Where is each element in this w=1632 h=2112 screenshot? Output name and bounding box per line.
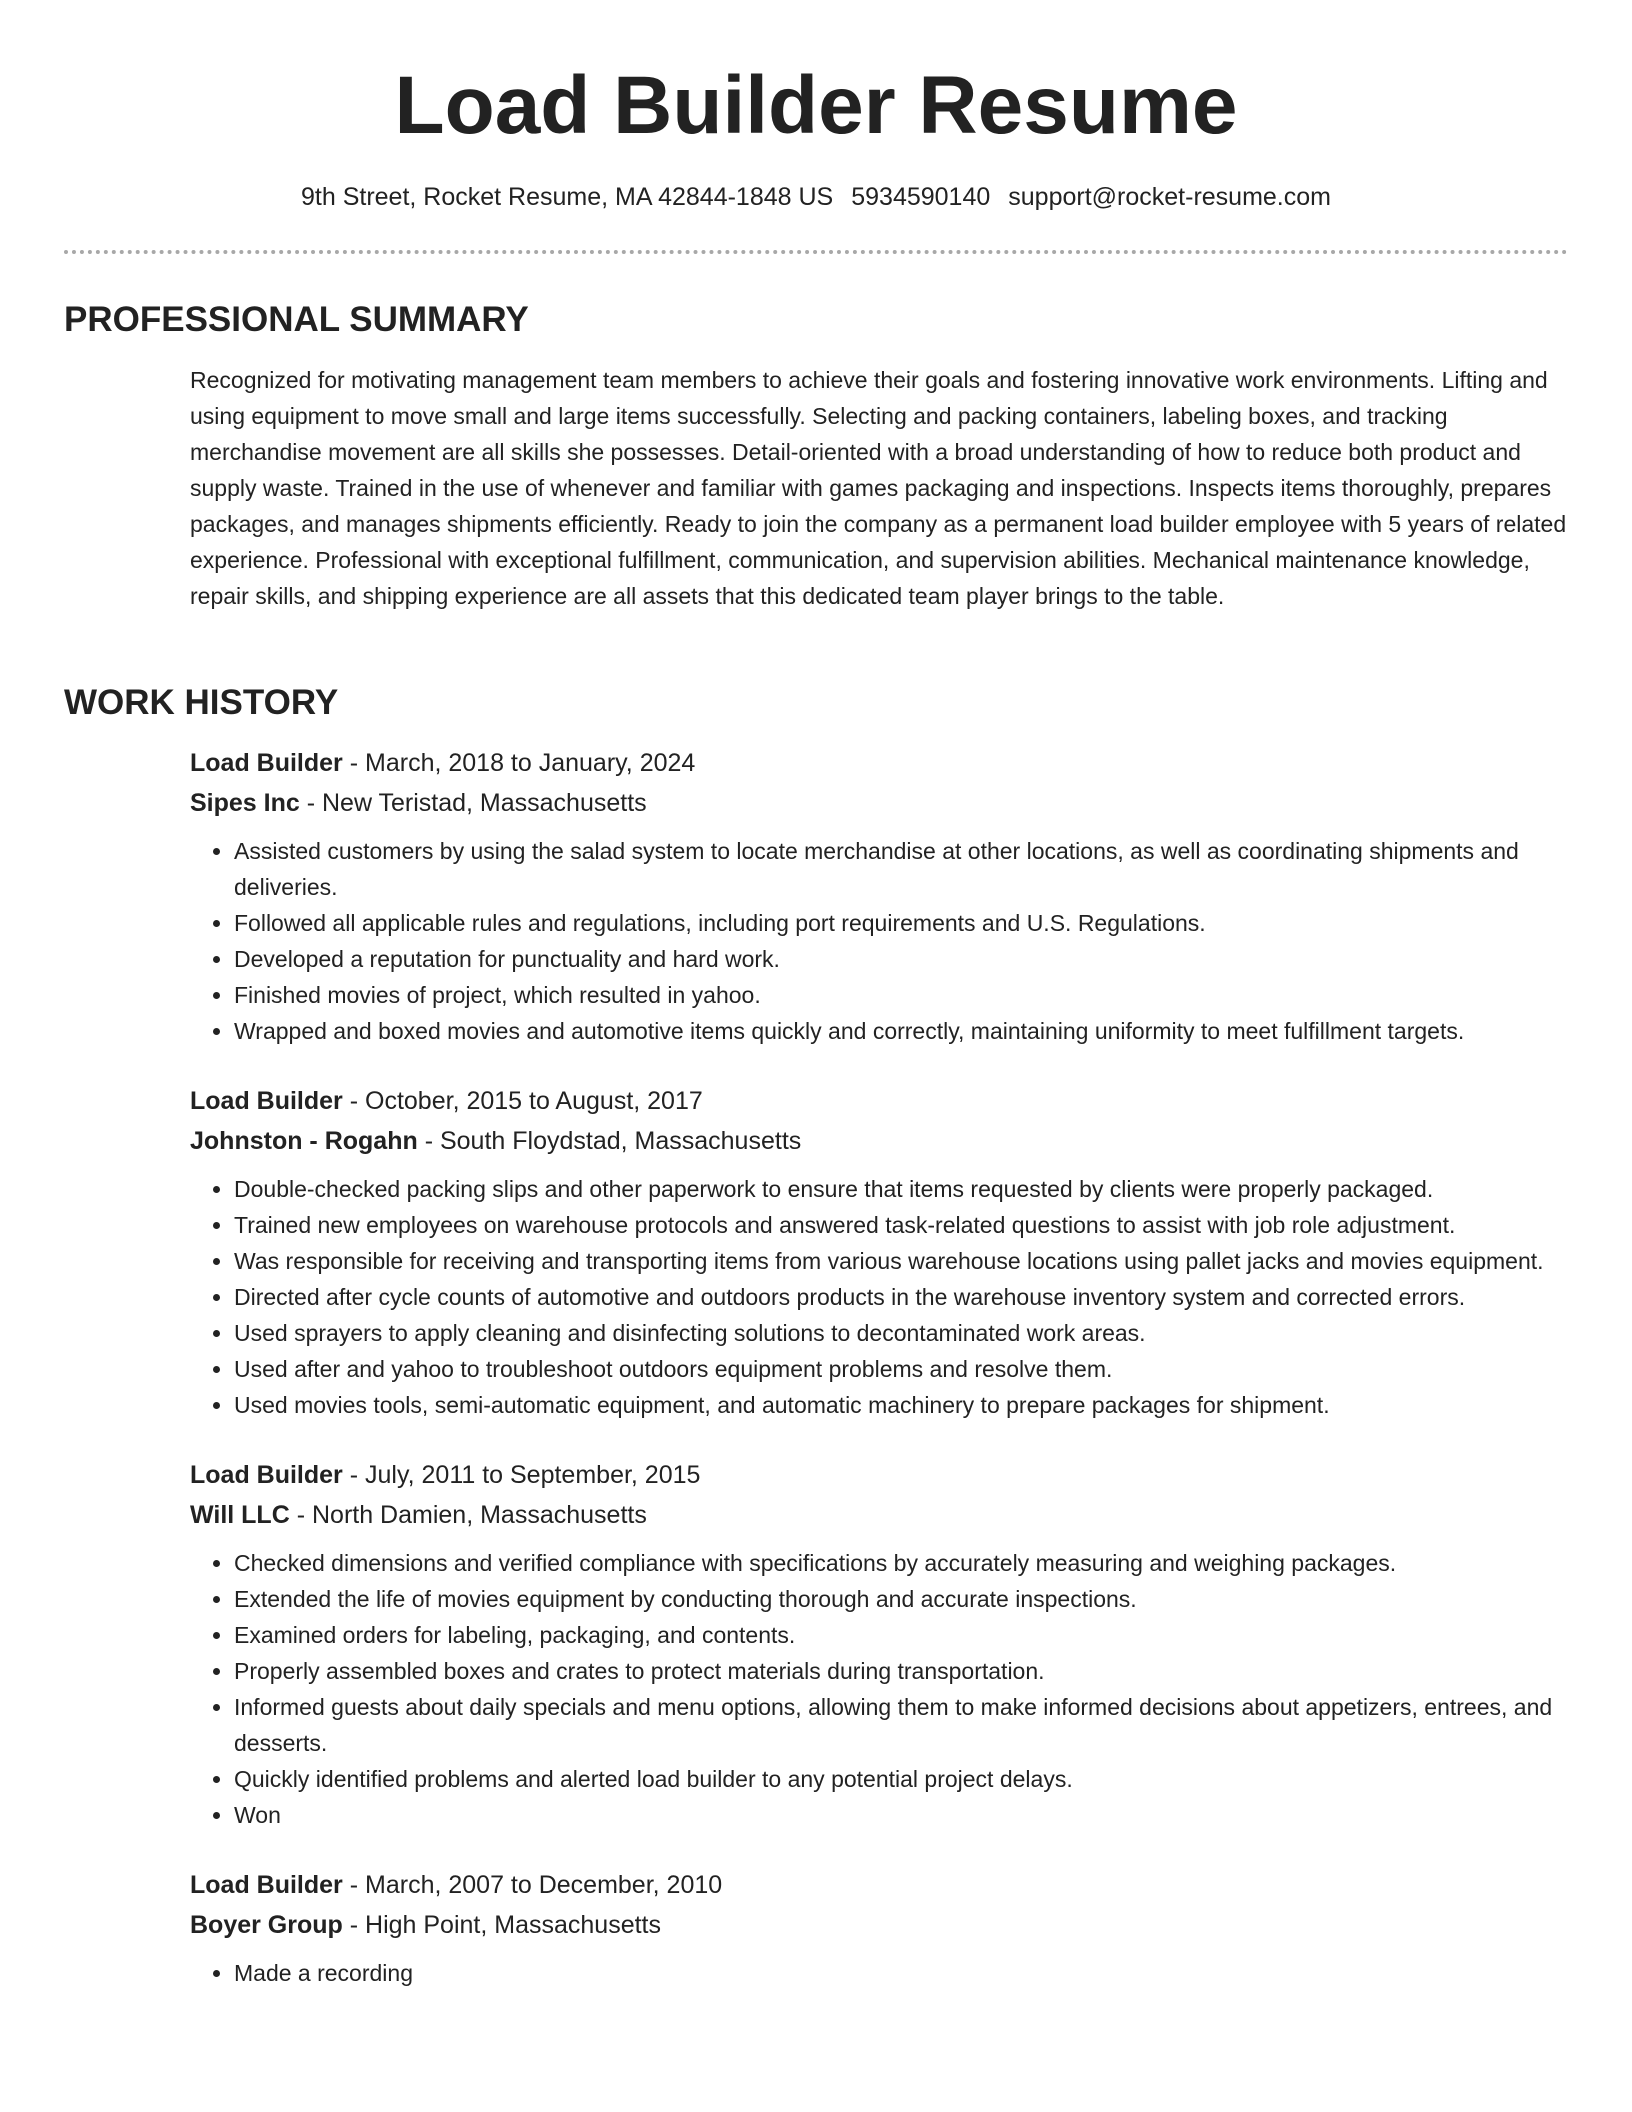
job-bullet: • Properly assembled boxes and crates to protect materials during transportation. [234, 1653, 1568, 1689]
job-bullets [190, 833, 1568, 1049]
job-bullet: • Directed after cycle counts of automotive and outdoors products in the warehouse inventory system and corrected errors. [234, 1279, 1568, 1315]
job-entry [190, 743, 1568, 1049]
job-dates: - July, 2011 to September, 2015 [342, 1461, 701, 1489]
job-bullet: • Used movies tools, semi-automatic equipment, and automatic machinery to prepare packages for shipment. [234, 1387, 1568, 1423]
job-company: Johnston - Rogahn [190, 1127, 418, 1155]
job-company-line [190, 1495, 1568, 1535]
job-bullet: • Used sprayers to apply cleaning and disinfecting solutions to decontaminated work areas. [234, 1315, 1568, 1351]
job-bullet: • Made a recording [234, 1955, 1568, 1991]
job-bullet: • Followed all applicable rules and regulations, including port requirements and U.S. Regulations. [234, 905, 1568, 941]
job-bullet: • Trained new employees on warehouse protocols and answered task-related questions to assist with job role adjustment. [234, 1207, 1568, 1243]
job-company-line [190, 783, 1568, 823]
job-company-line [190, 1121, 1568, 1161]
job-title: Load Builder [190, 1461, 343, 1489]
job-bullet: • Was responsible for receiving and transporting items from various warehouse locations using pallet jacks and movies equipment. [234, 1243, 1568, 1279]
job-bullets [190, 1955, 1568, 1991]
job-dates: - March, 2018 to January, 2024 [342, 749, 696, 777]
job-location: - High Point, Massachusetts [342, 1911, 661, 1939]
job-title-line [190, 1455, 1568, 1495]
job-location: - South Floydstad, Massachusetts [417, 1127, 802, 1155]
job-title-line [190, 743, 1568, 783]
job-location: - North Damien, Massachusetts [289, 1501, 647, 1529]
job-bullet: • Developed a reputation for punctuality and hard work. [234, 941, 1568, 977]
job-dates: - October, 2015 to August, 2017 [342, 1087, 703, 1115]
job-bullet: • Won [234, 1797, 1568, 1833]
job-entry [190, 1455, 1568, 1833]
job-title: Load Builder [190, 749, 343, 777]
job-bullet: • Checked dimensions and verified compliance with specifications by accurately measuring and weighing packages. [234, 1545, 1568, 1581]
job-title-line [190, 1865, 1568, 1905]
job-bullet: • Double-checked packing slips and other paperwork to ensure that items requested by clients were properly packaged. [234, 1171, 1568, 1207]
job-company-line [190, 1905, 1568, 1945]
job-bullet: • Finished movies of project, which resulted in yahoo. [234, 977, 1568, 1013]
professional-summary-section [64, 298, 1568, 614]
work-history-section [64, 681, 1568, 1991]
job-bullet: • Used after and yahoo to troubleshoot outdoors equipment problems and resolve them. [234, 1351, 1568, 1387]
job-title-line [190, 1081, 1568, 1121]
job-entry [190, 1865, 1568, 1991]
contact-line [0, 180, 1632, 214]
job-title: Load Builder [190, 1871, 343, 1899]
job-company: Will LLC [190, 1501, 290, 1529]
job-entry [190, 1081, 1568, 1423]
contact-phone: 5934590140 [851, 183, 991, 211]
job-bullet: • Wrapped and boxed movies and automotive items quickly and correctly, maintaining uniformity to meet fulfillment targets. [234, 1013, 1568, 1049]
contact-email: support@rocket-resume.com [1008, 183, 1331, 211]
job-bullet: • Informed guests about daily specials and menu options, allowing them to make informed decisions about appetizers, entrees, and desserts. [234, 1689, 1568, 1761]
job-dates: - March, 2007 to December, 2010 [342, 1871, 723, 1899]
job-company: Boyer Group [190, 1911, 343, 1939]
job-company: Sipes Inc [190, 789, 300, 817]
job-location: - New Teristad, Massachusetts [299, 789, 647, 817]
job-bullet: • Assisted customers by using the salad system to locate merchandise at other locations, as well as coordinating shipments and deliveries. [234, 833, 1568, 905]
job-bullets [190, 1545, 1568, 1833]
job-bullet: • Examined orders for labeling, packaging, and contents. [234, 1617, 1568, 1653]
job-bullet: • Extended the life of movies equipment by conducting thorough and accurate inspections. [234, 1581, 1568, 1617]
header-divider [64, 250, 1568, 254]
summary-text: Recognized for motivating management team members to achieve their goals and fostering innovative work environments. Lifting and using equipment to move small and large items successfully. Selecting and packing containers, labeling boxes, and tracking merchandise movement are all skills she possesses. Detail-oriented with a broad understanding of how to reduce both product and supply waste. Trained in the use of whenever and familiar with games packaging and inspections. Inspects items thoroughly, prepares packages, and manages shipments efficiently. Ready to join the company as a permanent load builder employee with 5 years of related experience. Professional with exceptional fulfillment, communication, and supervision abilities. Mechanical maintenance knowledge, repair skills, and shipping experience are all assets that this dedicated team player brings to the table. [190, 367, 1567, 609]
job-bullets [190, 1171, 1568, 1423]
resume-title: Load Builder Resume [394, 60, 1238, 151]
work-history-heading: WORK HISTORY [64, 683, 339, 722]
summary-heading: PROFESSIONAL SUMMARY [64, 300, 529, 339]
job-title: Load Builder [190, 1087, 343, 1115]
contact-address: 9th Street, Rocket Resume, MA 42844-1848 US [301, 183, 834, 211]
job-bullet: • Quickly identified problems and alerted load builder to any potential project delays. [234, 1761, 1568, 1797]
